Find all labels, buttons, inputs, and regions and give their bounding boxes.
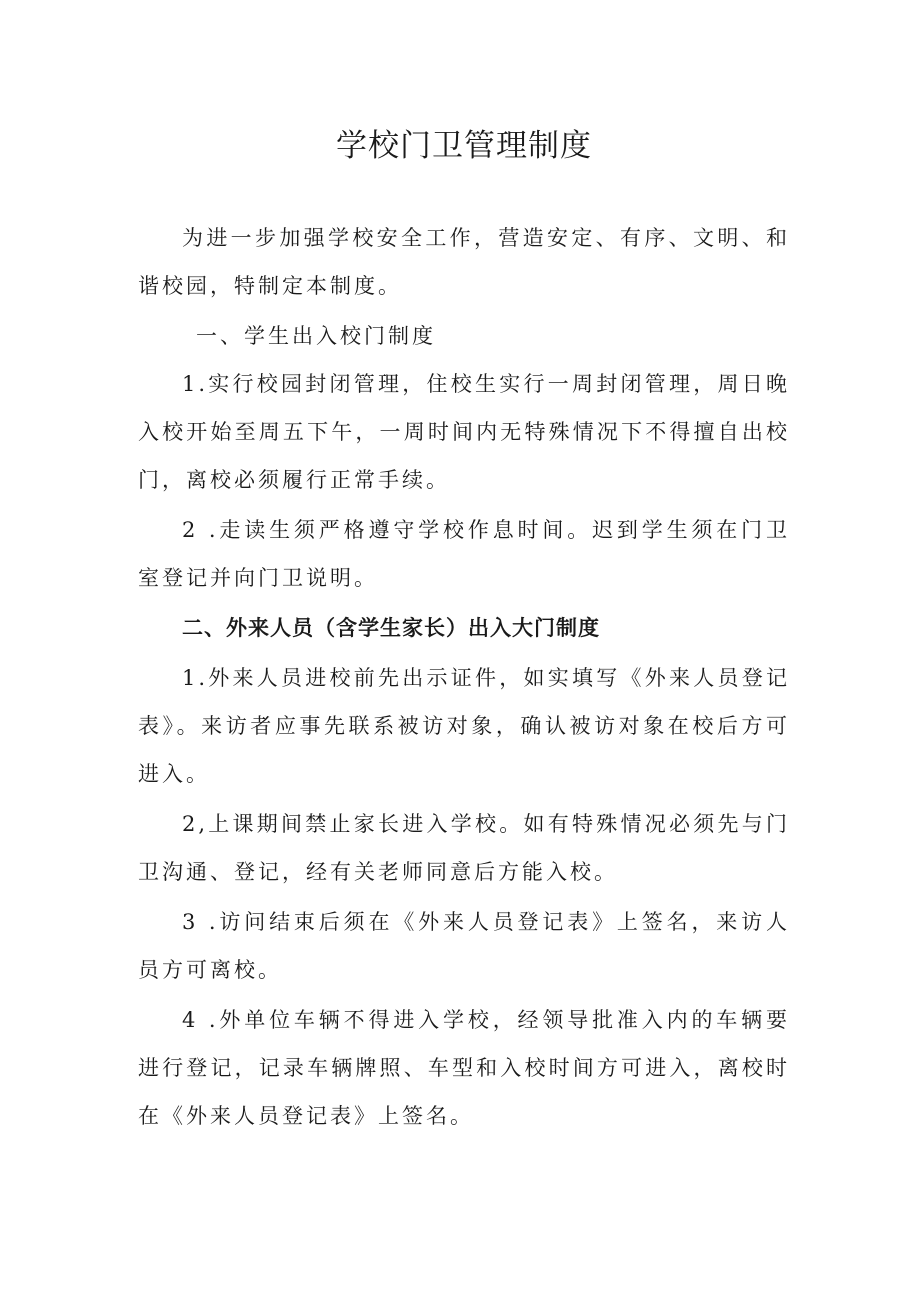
section-2-heading: 二、外来人员（含学生家长）出入大门制度 (182, 616, 600, 640)
section-2-item-4: 4 .外单位车辆不得进入学校，经领导批准入内的车辆要进行登记，记录车辆牌照、车型和入校时间方可进入，离校时在《外来人员登记表》上签名。 (138, 1008, 790, 1128)
section-2-item-3: 3 .访问结束后须在《外来人员登记表》上签名，来访人员方可离校。 (138, 910, 790, 982)
section-1-heading: 一、学生出入校门制度 (196, 324, 436, 348)
section-2-item-2: 2,上课期间禁止家长进入学校。如有特殊情况必须先与门卫沟通、登记，经有关老师同意后方能入校。 (138, 812, 790, 884)
intro-paragraph: 为进一步加强学校安全工作，营造安定、有序、文明、和谐校园，特制定本制度。 (138, 226, 790, 298)
document-page (138, 118, 790, 1142)
section-1-item-2: 2 .走读生须严格遵守学校作息时间。迟到学生须在门卫室登记并向门卫说明。 (138, 518, 790, 590)
section-1-item-1: 1.实行校园封闭管理，住校生实行一周封闭管理，周日晚入校开始至周五下午，一周时间内无特殊情况下不得擅自出校门，离校必须履行正常手续。 (138, 372, 790, 492)
section-2-item-1: 1.外来人员进校前先出示证件，如实填写《外来人员登记表》。来访者应事先联系被访对象，确认被访对象在校后方可进入。 (138, 666, 790, 786)
document-title: 学校门卫管理制度 (336, 128, 592, 164)
